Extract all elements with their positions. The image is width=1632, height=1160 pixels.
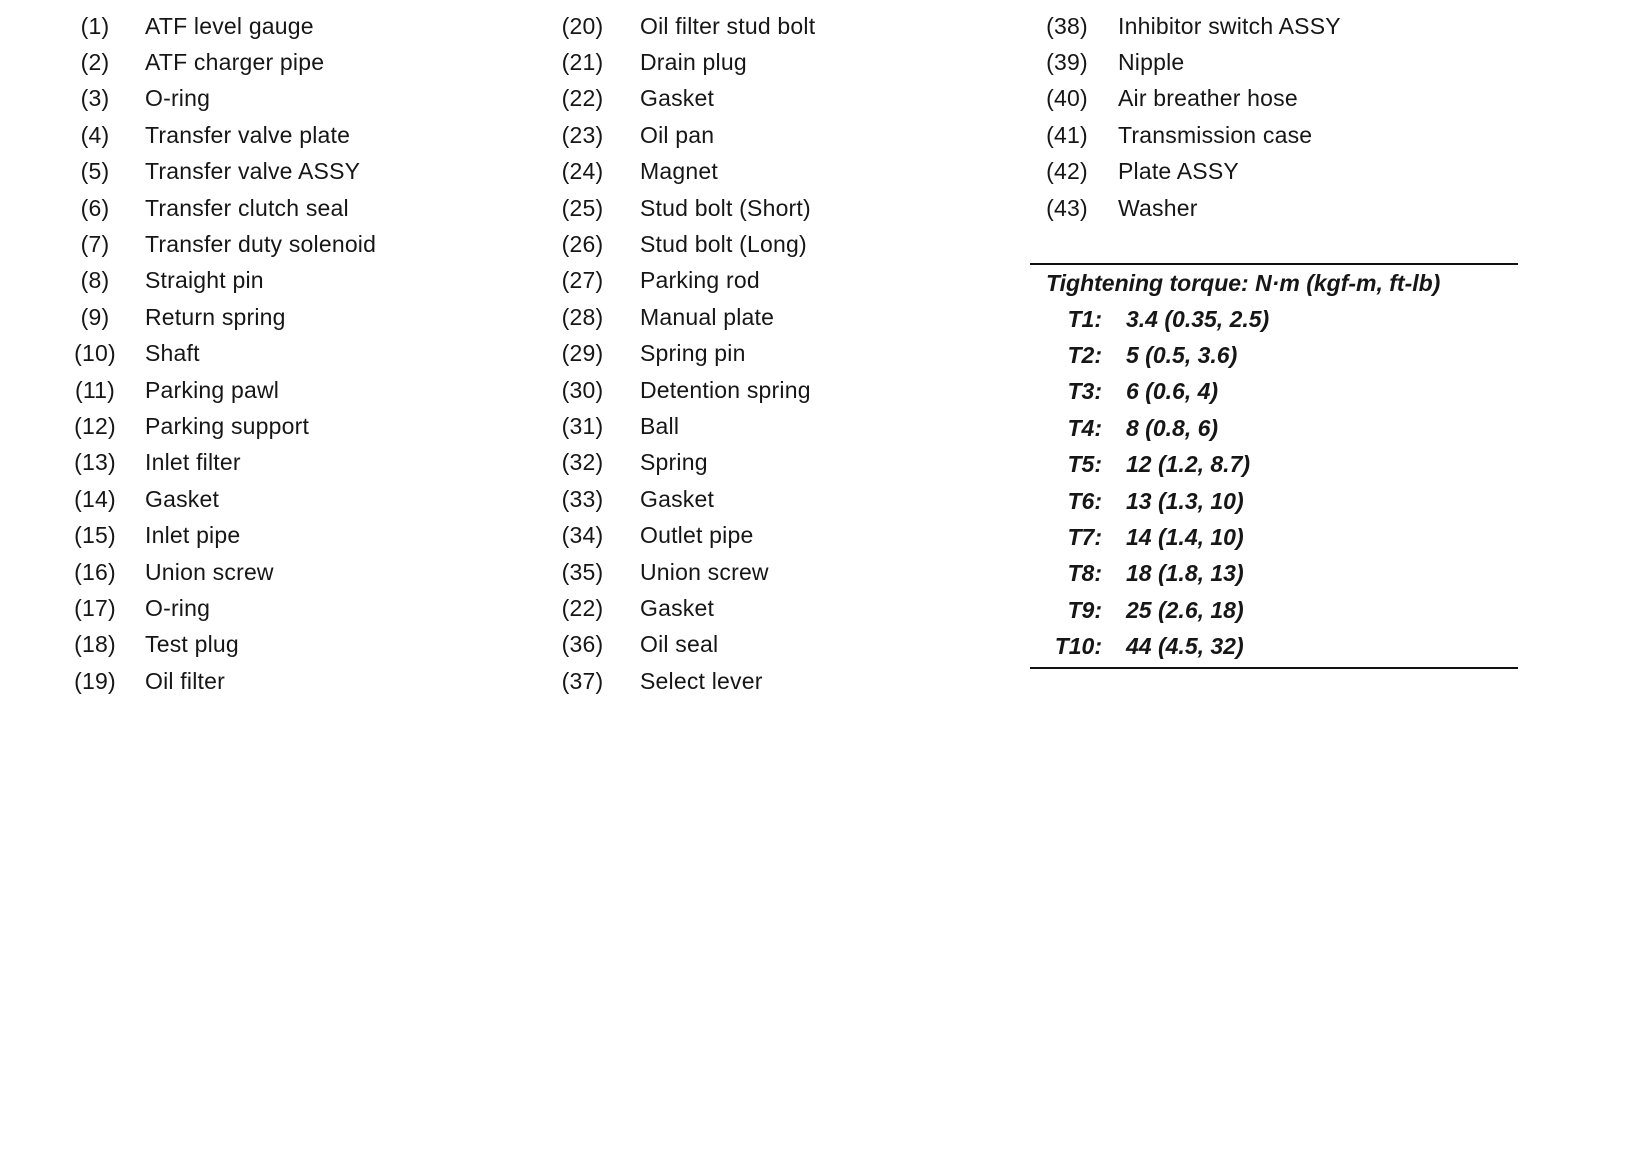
part-name: Parking support <box>145 412 310 439</box>
torque-row <box>1030 301 1518 337</box>
part-number: (2) <box>80 49 110 76</box>
parts-list-item <box>70 81 376 117</box>
part-name: Transfer valve ASSY <box>145 158 361 185</box>
parts-list-item <box>70 627 376 663</box>
torque-label: T4: <box>1067 414 1102 441</box>
part-name: Transfer duty solenoid <box>145 231 377 258</box>
part-number: (21) <box>561 49 604 76</box>
parts-list-item <box>1043 44 1341 80</box>
parts-list-item <box>555 117 815 153</box>
parts-list-item <box>555 627 815 663</box>
part-number: (4) <box>80 121 110 148</box>
part-name: Magnet <box>640 158 718 185</box>
parts-list-item <box>70 299 376 335</box>
parts-list-item <box>555 8 815 44</box>
part-name: Inlet pipe <box>145 522 241 549</box>
parts-list-item <box>555 81 815 117</box>
part-name: Gasket <box>640 594 715 621</box>
part-name: Inlet filter <box>145 449 241 476</box>
torque-value: 14 (1.4, 10) <box>1126 524 1244 551</box>
parts-list-item <box>555 263 815 299</box>
part-name: Plate ASSY <box>1118 158 1239 185</box>
torque-label: T8: <box>1067 560 1102 587</box>
part-number: (1) <box>80 12 110 39</box>
part-number: (10) <box>74 340 116 367</box>
parts-list-item <box>555 154 815 190</box>
parts-list-item <box>70 226 376 262</box>
parts-list-item <box>555 408 815 444</box>
parts-list-item <box>70 372 376 408</box>
part-name: Stud bolt (Long) <box>640 231 807 258</box>
parts-list-item <box>555 226 815 262</box>
part-name: Spring pin <box>640 340 746 367</box>
torque-value: 5 (0.5, 3.6) <box>1126 342 1238 369</box>
part-number: (18) <box>74 631 116 658</box>
torque-value: 13 (1.3, 10) <box>1126 487 1244 514</box>
part-name: Inhibitor switch ASSY <box>1118 12 1341 39</box>
parts-column-1 <box>70 8 376 699</box>
part-number: (15) <box>74 522 116 549</box>
torque-row <box>1030 629 1518 665</box>
torque-value: 3.4 (0.35, 2.5) <box>1126 305 1270 332</box>
part-number: (22) <box>561 85 604 112</box>
torque-label: T6: <box>1067 487 1102 514</box>
part-name: Nipple <box>1118 49 1185 76</box>
torque-value: 25 (2.6, 18) <box>1126 596 1244 623</box>
torque-row <box>1030 519 1518 555</box>
part-number: (34) <box>561 522 604 549</box>
part-number: (25) <box>561 194 604 221</box>
parts-list-item <box>555 517 815 553</box>
part-number: (29) <box>561 340 604 367</box>
part-number: (37) <box>561 667 604 694</box>
parts-list-item <box>70 44 376 80</box>
part-name: Select lever <box>640 667 763 694</box>
part-name: Oil filter <box>145 667 225 694</box>
part-number: (32) <box>561 449 604 476</box>
part-name: Parking pawl <box>145 376 280 403</box>
part-name: Gasket <box>640 485 715 512</box>
torque-label: T2: <box>1067 342 1102 369</box>
part-name: Oil filter stud bolt <box>640 12 816 39</box>
part-number: (14) <box>74 485 116 512</box>
part-name: Union screw <box>145 558 274 585</box>
part-number: (30) <box>561 376 604 403</box>
part-number: (12) <box>74 412 116 439</box>
part-number: (19) <box>74 667 116 694</box>
parts-list-item <box>555 481 815 517</box>
parts-list-item <box>70 117 376 153</box>
torque-row <box>1030 447 1518 483</box>
part-number: (17) <box>74 594 116 621</box>
torque-value: 44 (4.5, 32) <box>1126 633 1244 660</box>
part-name: ATF level gauge <box>145 12 314 39</box>
parts-list-item <box>555 372 815 408</box>
part-number: (22) <box>561 594 604 621</box>
part-number: (43) <box>1046 194 1088 221</box>
parts-list-item <box>1043 117 1341 153</box>
parts-list-item <box>555 336 815 372</box>
parts-list-item <box>1043 190 1341 226</box>
parts-list-item <box>70 8 376 44</box>
torque-value: 8 (0.8, 6) <box>1126 414 1219 441</box>
torque-row <box>1030 556 1518 592</box>
part-number: (23) <box>561 121 604 148</box>
part-number: (31) <box>561 412 604 439</box>
parts-list-item <box>70 663 376 699</box>
parts-list-item <box>70 336 376 372</box>
part-name: Stud bolt (Short) <box>640 194 811 221</box>
part-name: Parking rod <box>640 267 760 294</box>
torque-value: 18 (1.8, 13) <box>1126 560 1244 587</box>
torque-row <box>1030 337 1518 373</box>
parts-list-item <box>70 590 376 626</box>
part-number: (42) <box>1046 158 1088 185</box>
part-name: Gasket <box>640 85 715 112</box>
parts-list-item <box>70 263 376 299</box>
part-number: (36) <box>561 631 604 658</box>
parts-list-item <box>70 190 376 226</box>
part-name: ATF charger pipe <box>145 49 325 76</box>
part-name: Transfer valve plate <box>145 121 351 148</box>
torque-label: T3: <box>1067 378 1102 405</box>
parts-list-item <box>555 44 815 80</box>
torque-label: T1: <box>1067 305 1102 332</box>
part-name: Detention spring <box>640 376 811 403</box>
part-number: (33) <box>561 485 604 512</box>
part-number: (39) <box>1046 49 1088 76</box>
part-number: (38) <box>1046 12 1088 39</box>
part-name: Air breather hose <box>1118 85 1298 112</box>
parts-list-item <box>555 663 815 699</box>
part-name: Manual plate <box>640 303 775 330</box>
parts-list-item <box>70 481 376 517</box>
part-number: (16) <box>74 558 116 585</box>
part-number: (5) <box>80 158 110 185</box>
part-name: Union screw <box>640 558 769 585</box>
part-number: (7) <box>80 231 110 258</box>
part-number: (6) <box>80 194 110 221</box>
part-number: (13) <box>74 449 116 476</box>
part-number: (40) <box>1046 85 1088 112</box>
part-number: (11) <box>75 376 115 403</box>
parts-column-3 <box>1043 8 1341 226</box>
part-name: Spring <box>640 449 708 476</box>
part-name: Oil seal <box>640 631 719 658</box>
part-number: (20) <box>561 12 604 39</box>
tightening-torque-table <box>1030 263 1518 669</box>
torque-label: T5: <box>1067 451 1102 478</box>
part-name: Washer <box>1118 194 1198 221</box>
torque-value: 12 (1.2, 8.7) <box>1126 451 1251 478</box>
torque-table-title: Tightening torque: N·m (kgf-m, ft-lb) <box>1046 269 1441 296</box>
part-name: Return spring <box>145 303 286 330</box>
parts-list-item <box>70 154 376 190</box>
part-name: Transfer clutch seal <box>145 194 349 221</box>
part-number: (8) <box>80 267 110 294</box>
parts-list-item <box>70 554 376 590</box>
part-name: Shaft <box>145 340 200 367</box>
part-number: (26) <box>561 231 604 258</box>
part-name: Gasket <box>145 485 220 512</box>
parts-list-item <box>555 554 815 590</box>
part-name: Outlet pipe <box>640 522 754 549</box>
torque-row <box>1030 410 1518 446</box>
part-number: (27) <box>561 267 604 294</box>
part-number: (41) <box>1046 121 1088 148</box>
parts-list-item <box>70 408 376 444</box>
torque-row <box>1030 592 1518 628</box>
torque-label: T10: <box>1054 633 1102 660</box>
part-number: (9) <box>80 303 110 330</box>
parts-list-item <box>70 445 376 481</box>
part-name: Oil pan <box>640 121 715 148</box>
part-name: Test plug <box>145 631 239 658</box>
parts-column-2 <box>555 8 815 699</box>
parts-list-item <box>555 299 815 335</box>
torque-label: T9: <box>1067 596 1102 623</box>
parts-list-item <box>555 190 815 226</box>
parts-list-item <box>70 517 376 553</box>
part-number: (24) <box>561 158 604 185</box>
part-name: Transmission case <box>1118 121 1313 148</box>
part-number: (35) <box>561 558 604 585</box>
part-name: Drain plug <box>640 49 747 76</box>
parts-list-item <box>1043 154 1341 190</box>
parts-list-item <box>555 445 815 481</box>
torque-row <box>1030 374 1518 410</box>
part-name: O-ring <box>145 85 211 112</box>
torque-rows <box>1030 301 1518 665</box>
parts-list-item <box>1043 81 1341 117</box>
parts-list-item <box>555 590 815 626</box>
torque-label: T7: <box>1067 524 1102 551</box>
torque-value: 6 (0.6, 4) <box>1126 378 1219 405</box>
parts-list-item <box>1043 8 1341 44</box>
part-number: (3) <box>80 85 110 112</box>
part-name: Straight pin <box>145 267 264 294</box>
part-number: (28) <box>561 303 604 330</box>
part-name: O-ring <box>145 594 211 621</box>
torque-row <box>1030 483 1518 519</box>
part-name: Ball <box>640 412 680 439</box>
